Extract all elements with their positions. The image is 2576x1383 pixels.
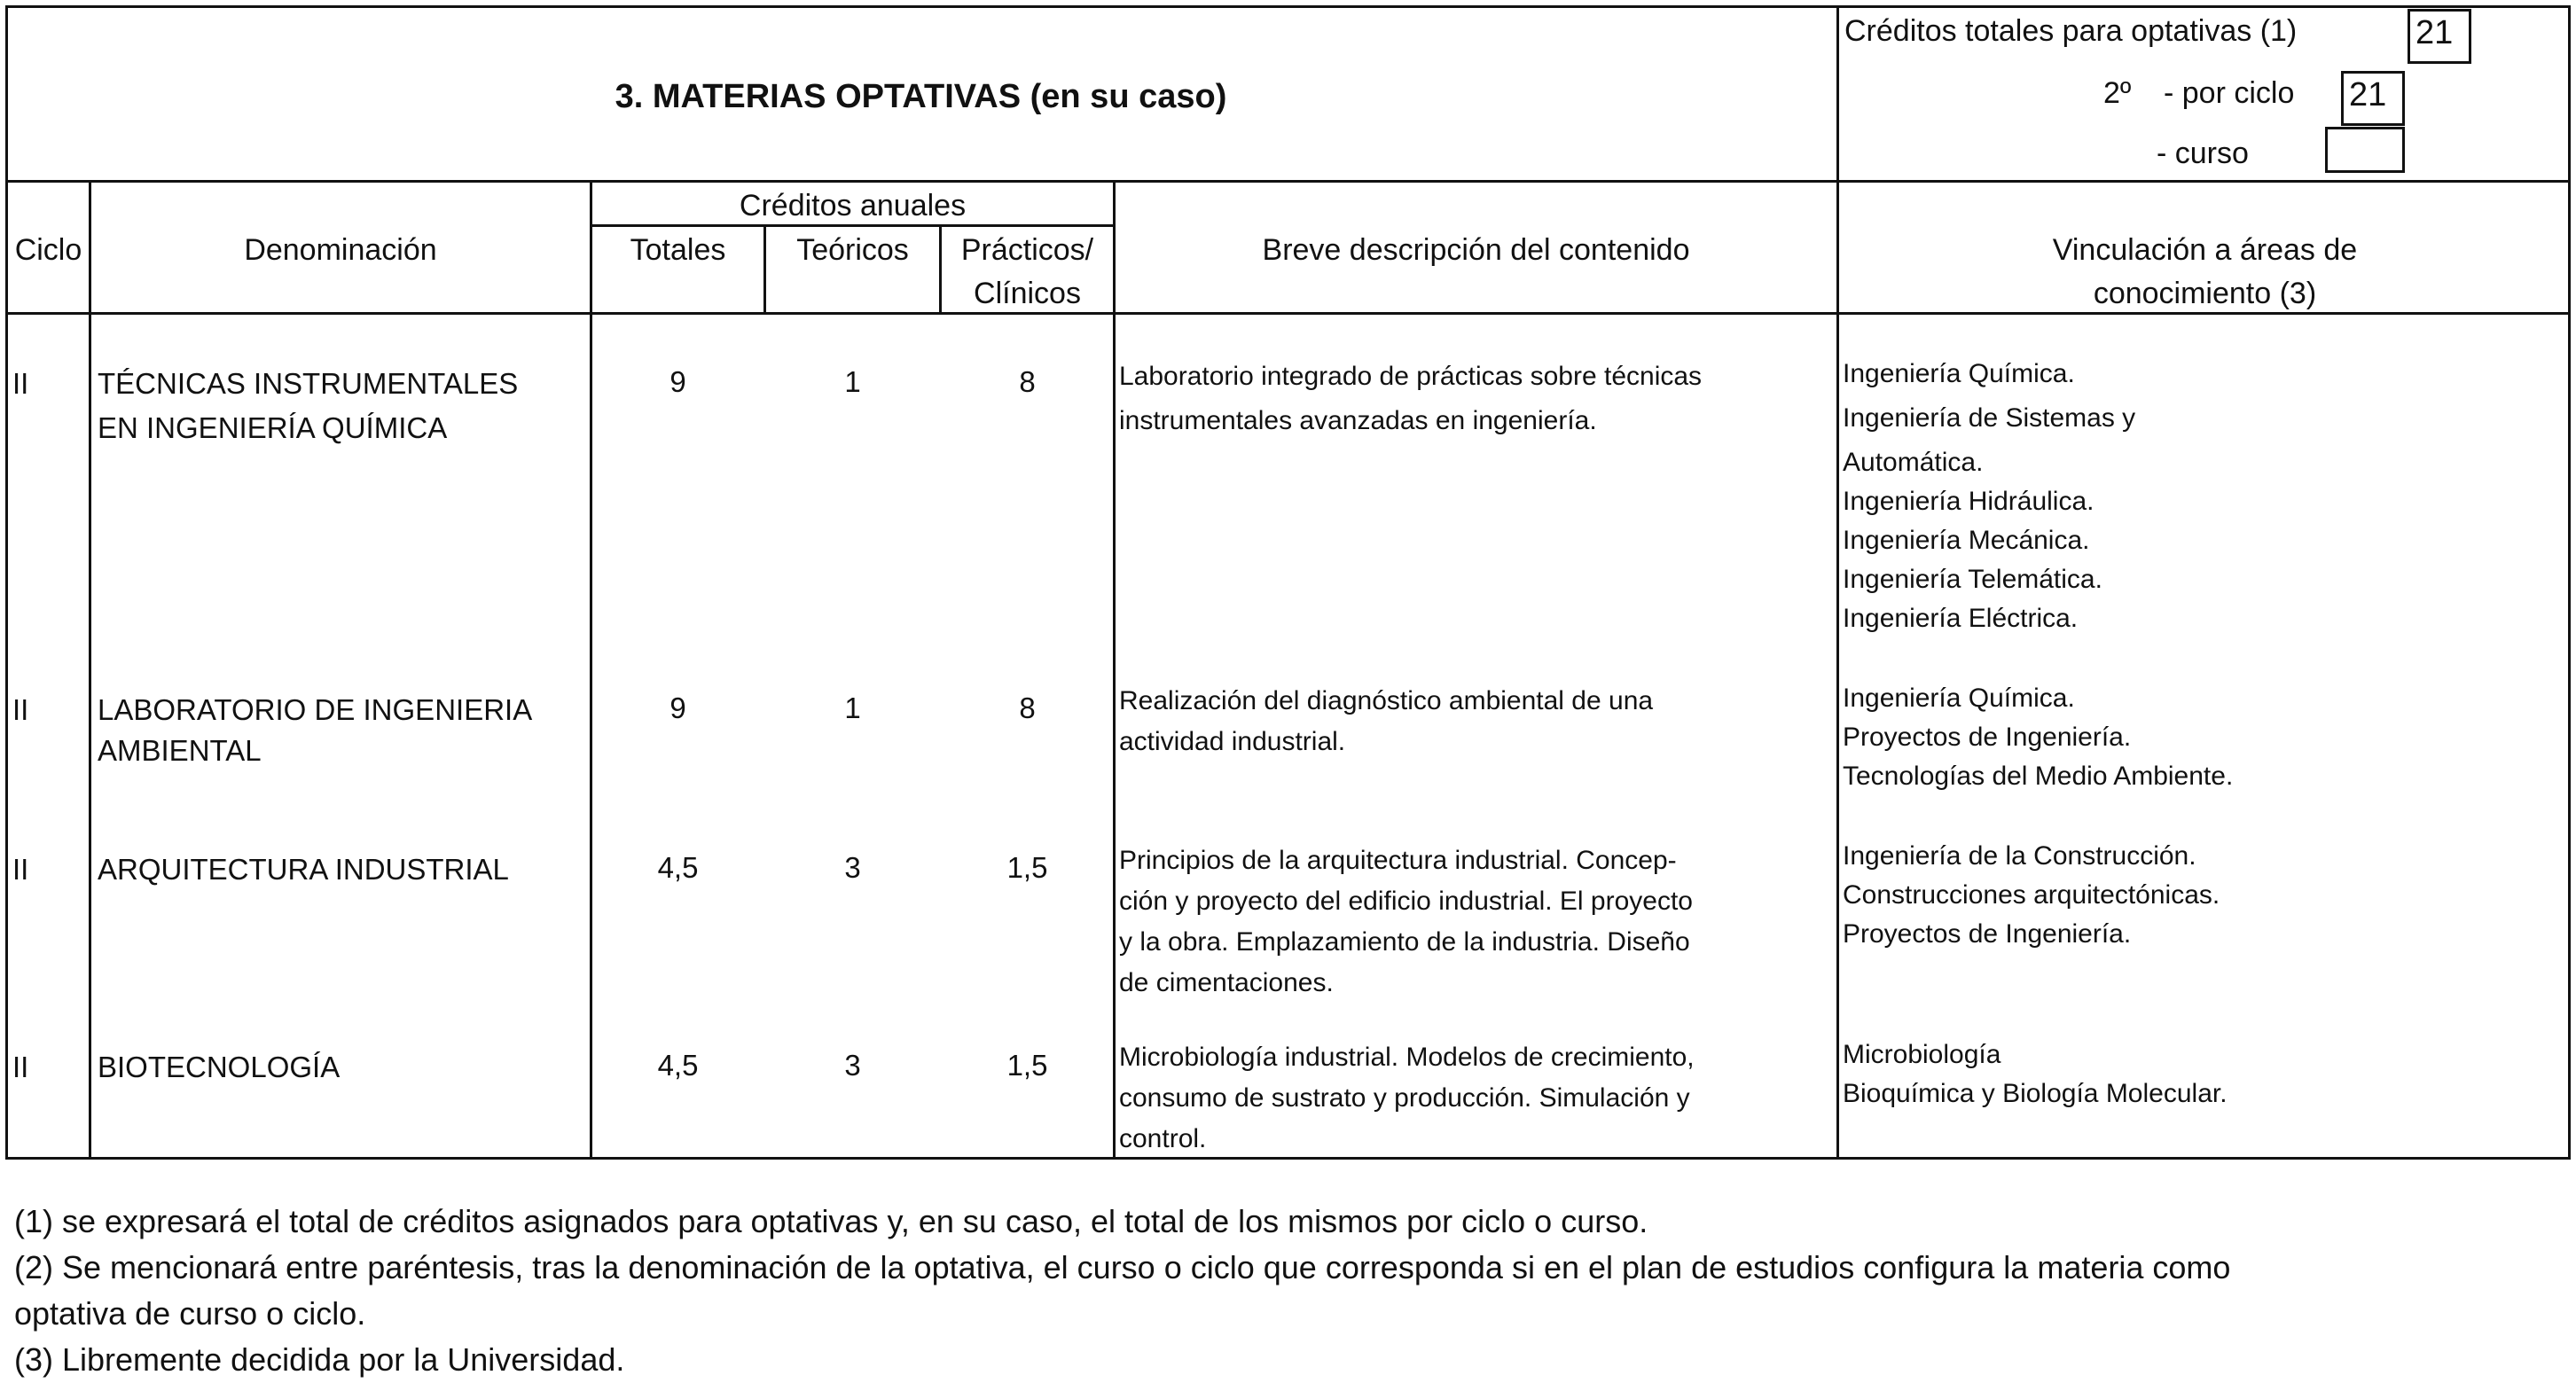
row2-area-line1: Ingeniería Química. [1843,684,2075,713]
footnote-2: (2) Se mencionará entre paréntesis, tras la denominación de la optativa, el curso o ciclo que corresponda si en el plan de estudios configura la materia como [14,1249,2231,1285]
row4-totales: 4,5 [657,1049,699,1082]
row4-teoricos: 3 [844,1049,861,1082]
row1-area-line6: Ingeniería Telemática. [1843,565,2102,594]
divider-title-bottom [5,180,2571,183]
divider-practicos [1113,180,1116,1160]
header-teoricos: Teóricos [796,233,909,267]
row2-desc-line1: Realización del diagnóstico ambiental de una [1119,686,1654,715]
row4-practicos: 1,5 [1006,1049,1048,1082]
row3-area-line2: Construcciones arquitectónicas. [1843,880,2220,910]
divider-header-bottom [5,312,2571,315]
row2-name-line1: LABORATORIO DE INGENIERIA [98,693,533,726]
row2-ciclo: II [12,693,29,726]
header-denominacion: Denominación [244,233,437,267]
row1-area-line7: Ingeniería Eléctrica. [1843,604,2079,633]
row3-area-line3: Proyectos de Ingeniería. [1843,919,2132,949]
row3-totales: 4,5 [657,851,699,884]
per-course-label: - curso [2157,137,2249,170]
row1-name-line1: TÉCNICAS INSTRUMENTALES [98,367,519,400]
footnote-3: (3) Libremente decidida por la Universidad. [14,1341,625,1378]
row2-practicos: 8 [1019,692,1036,724]
row1-desc-line1: Laboratorio integrado de prácticas sobre técnicas [1119,362,1703,391]
footnote-1: (1) se expresará el total de créditos asignados para optativas y, en su caso, el total de los mismos por ciclo o curso. [14,1203,1648,1239]
row2-area-line2: Proyectos de Ingeniería. [1843,723,2132,752]
header-creditos-anuales: Créditos anuales [739,189,967,223]
row3-desc-line1: Principios de la arquitectura industrial. Concep- [1119,846,1677,875]
divider-descripcion [1836,5,1839,1160]
row4-desc-line1: Microbiología industrial. Modelos de crecimiento, [1119,1043,1695,1072]
row3-practicos: 1,5 [1006,851,1048,884]
row1-desc-line2: instrumentales avanzadas en ingeniería. [1119,406,1597,435]
per-cycle-label: - por ciclo [2164,76,2295,110]
footnote-2-continued: optativa de curso o ciclo. [14,1295,366,1332]
row4-area-line2: Bioquímica y Biología Molecular. [1843,1079,2228,1108]
row3-ciclo: II [12,853,29,886]
row3-name-line1: ARQUITECTURA INDUSTRIAL [98,853,509,886]
row1-practicos: 8 [1019,365,1036,398]
header-totales: Totales [630,233,726,267]
header-conocimiento: conocimiento (3) [2093,277,2317,310]
total-credits-label: Créditos totales para optativas (1) [1844,14,2298,48]
header-ciclo: Ciclo [14,233,82,267]
header-vinculacion: Vinculación a áreas de [2052,233,2358,267]
page-title: 3. MATERIAS OPTATIVAS (en su caso) [615,78,1227,115]
row4-area-line1: Microbiología [1843,1040,2001,1069]
row2-area-line3: Tecnologías del Medio Ambiente. [1843,762,2234,791]
row1-area-line3: Automática. [1843,448,1984,477]
row2-desc-line2: actividad industrial. [1119,727,1346,756]
row3-teoricos: 3 [844,851,861,884]
row1-totales: 9 [669,365,686,398]
header-practicos: Prácticos/ [960,233,1094,267]
row1-area-line4: Ingeniería Hidráulica. [1843,487,2094,516]
total-credits-value: 21 [2408,9,2471,64]
per-course-value [2325,127,2405,173]
row2-totales: 9 [669,692,686,724]
row1-area-line1: Ingeniería Química. [1843,359,2075,388]
row4-desc-line3: control. [1119,1124,1207,1153]
divider-ciclo [89,180,91,1160]
row3-desc-line4: de cimentaciones. [1119,968,1334,997]
row1-name-line2: EN INGENIERÍA QUÍMICA [98,411,448,444]
row4-name-line1: BIOTECNOLOGÍA [98,1051,341,1083]
row2-name-line2: AMBIENTAL [98,734,262,767]
row1-teoricos: 1 [844,365,861,398]
divider-denominacion [590,180,592,1160]
header-descripcion: Breve descripción del contenido [1262,233,1690,267]
row3-desc-line3: y la obra. Emplazamiento de la industria. Diseño [1119,927,1690,957]
per-cycle-value: 21 [2341,71,2405,126]
header-clinicos: Clínicos [974,277,1081,310]
divider-creditos-anuales [590,224,1113,227]
cycle-number: 2º [2103,76,2132,110]
row1-area-line2: Ingeniería de Sistemas y [1843,403,2136,433]
row3-area-line1: Ingeniería de la Construcción. [1843,841,2196,871]
row3-desc-line2: ción y proyecto del edificio industrial. El proyecto [1119,887,1693,916]
row4-desc-line2: consumo de sustrato y producción. Simulación y [1119,1083,1690,1113]
row4-ciclo: II [12,1051,29,1083]
row2-teoricos: 1 [844,692,861,724]
row1-ciclo: II [12,367,29,400]
row1-area-line5: Ingeniería Mecánica. [1843,526,2090,555]
